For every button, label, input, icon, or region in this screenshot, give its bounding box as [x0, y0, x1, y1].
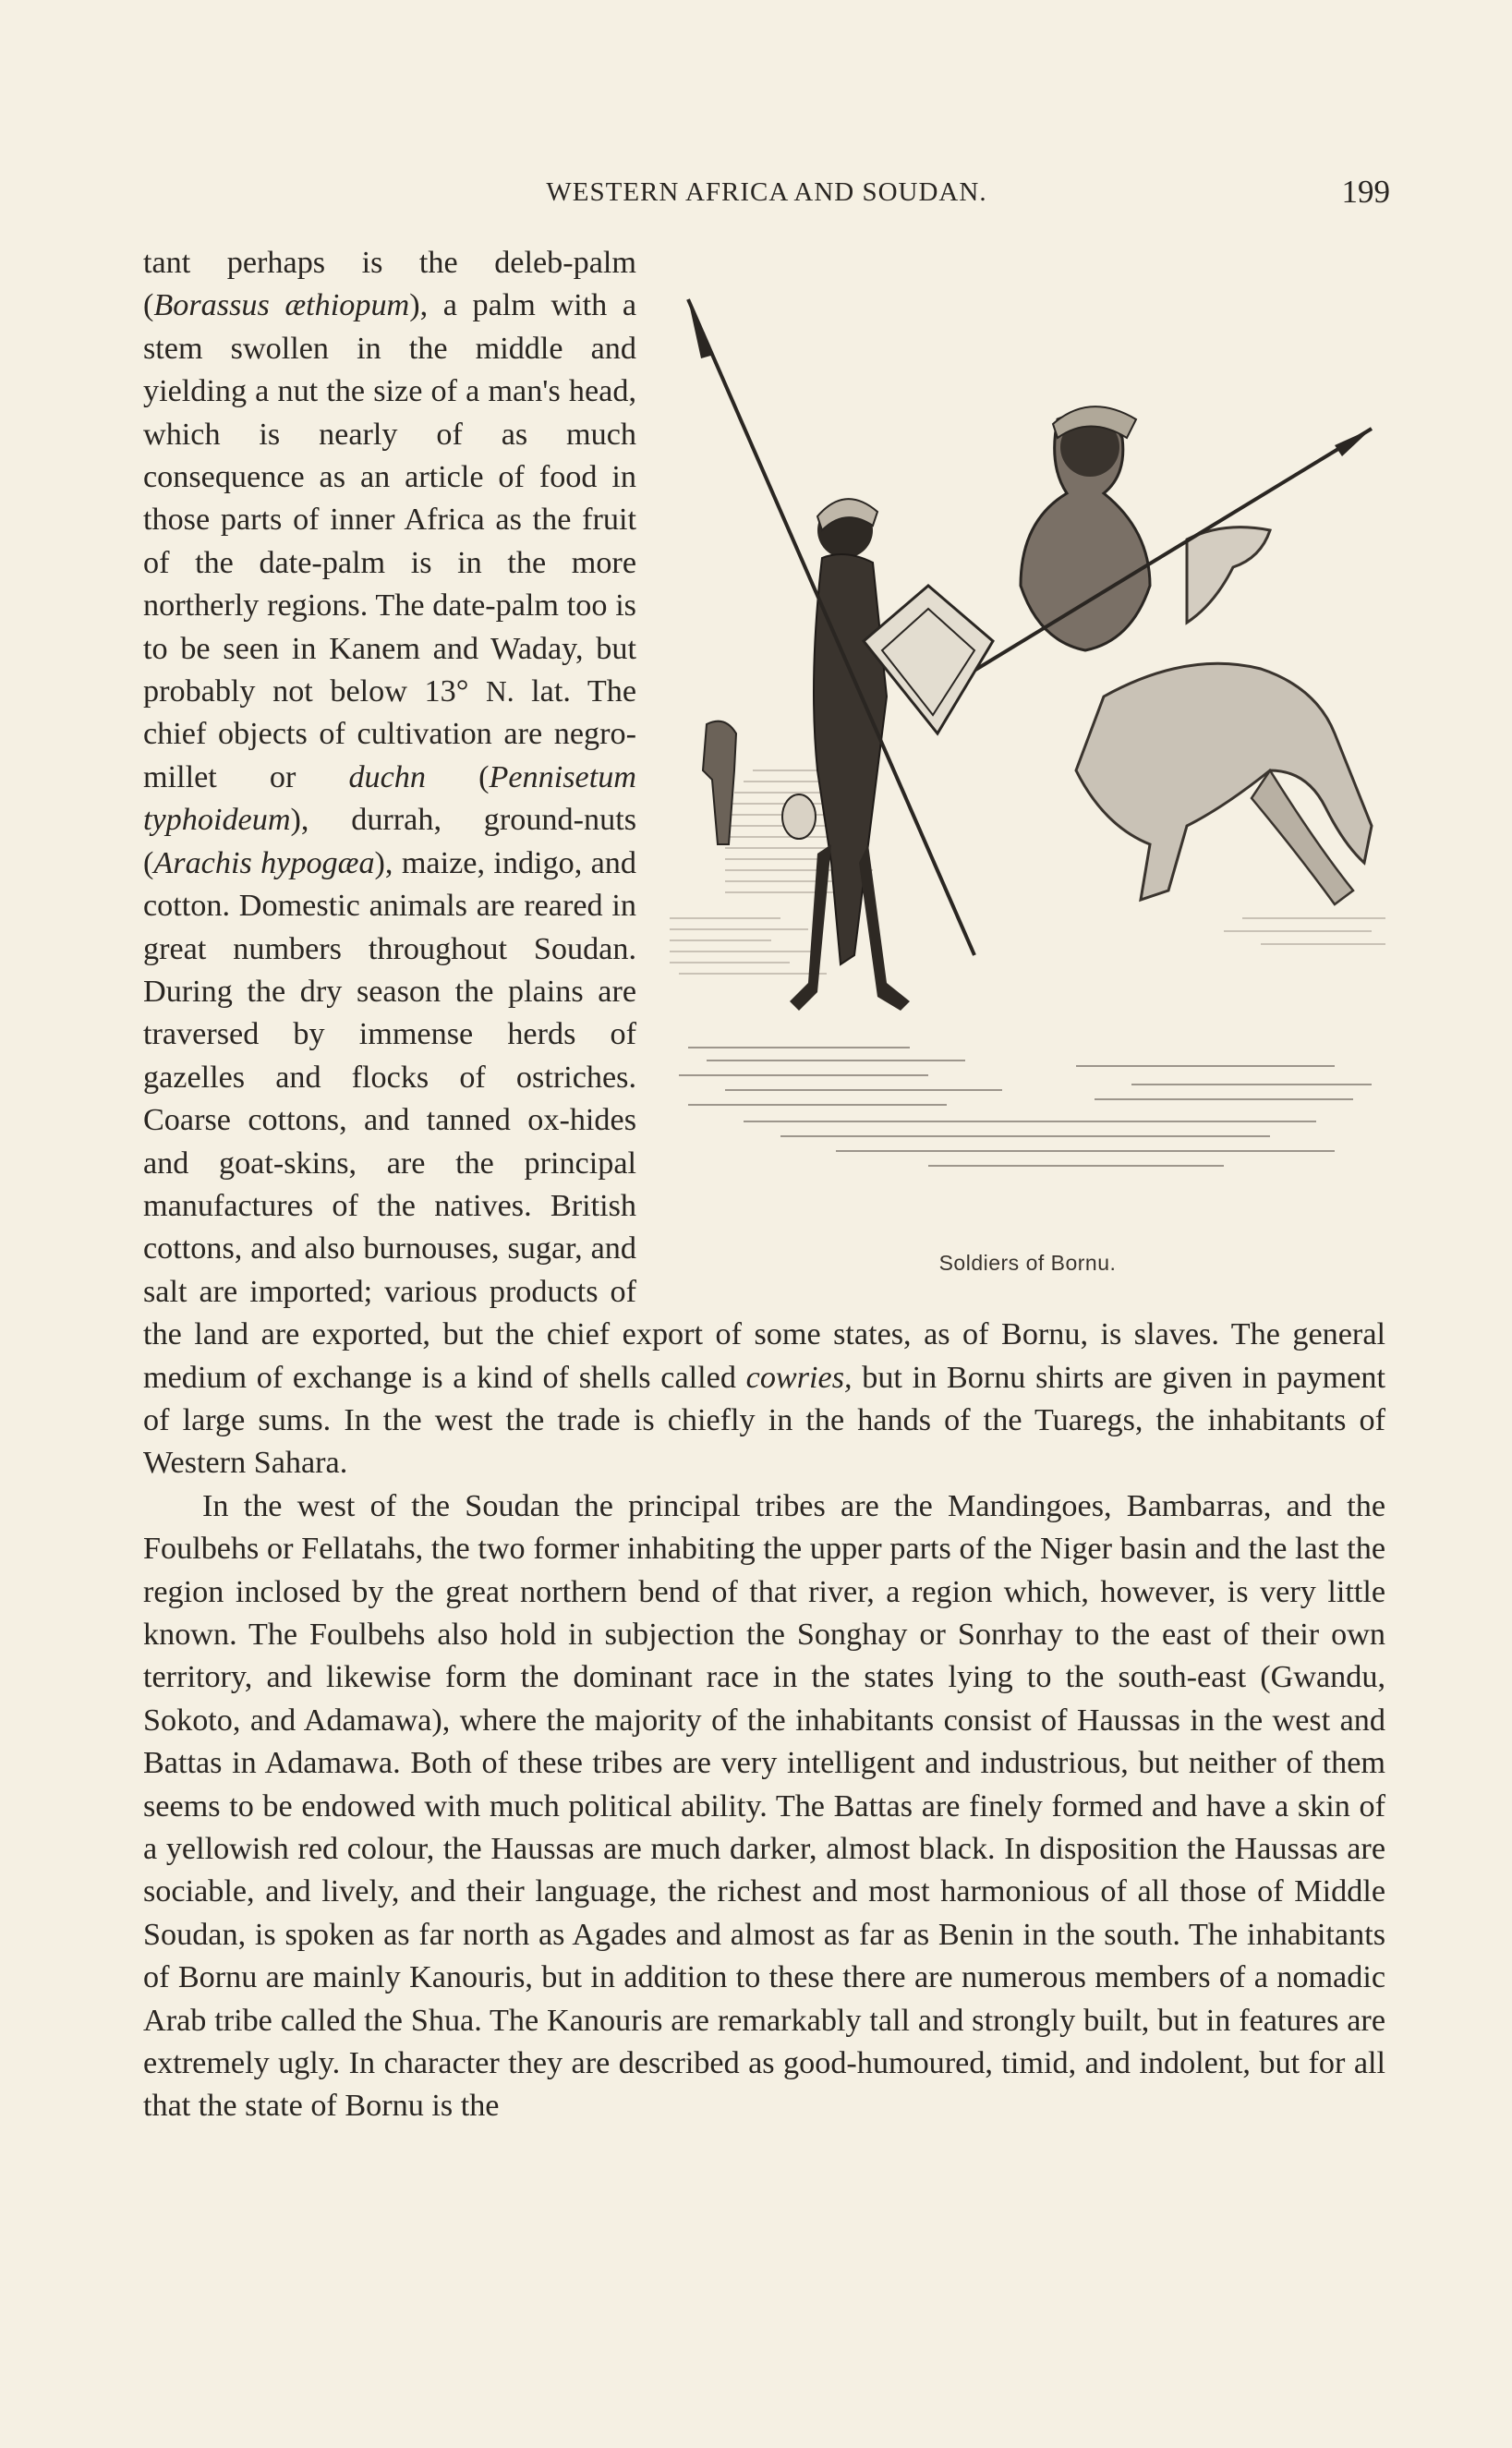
italic-run: Pennisetum typhoideum — [143, 759, 636, 838]
italic-run: Arachis hypogæa — [153, 845, 375, 880]
text-run: ), durrah, ground-nuts ( — [143, 803, 636, 880]
italic-run: cowries, — [745, 1360, 853, 1395]
paragraph-2: In the west of the Soudan the principal tribes are the Mandingoes, Bambarras, and the Foulbehs or Fellatahs, the two former inhabiting the upper parts of the Niger basin and the last the region inclosed by the great northern bend of that river, a region which, however, is very little known. The Foulbehs also hold in subjection the Songhay or Sonrhay to the east of their own territory, and likewise form the dominant race in the states lying to the south-east (Gwandu, Sokoto, and Adamawa), where the majority of the inhabitants consist of Haussas in the west and Battas in Adamawa. Both of these tribes are very intelligent and industrious, but neither of them seems to be endowed with much political ability. The Battas are finely formed and have a skin of a yellowish red colour, the Haussas are much darker, almost black. In disposition the Haussas are sociable, and lively, and their language, the richest and most harmonious of all those of Middle Soudan, is spoken as far north as Agades and almost as far as Benin in the south. The inhabitants of Bornu are mainly Kanouris, but in addition to these there are numerous members of a nomadic Arab tribe called the Shua. The Kanouris are remarkably tall and strongly built, but in features are extremely ugly. In character they are described as good-humoured, timid, and indolent, but for all that the state of Bornu is the — [143, 1488, 1385, 2124]
running-head — [143, 174, 1390, 218]
text-run: ), a palm with a stem swollen in the middle and yielding a nut the size of a man's head, which is nearly of as much consequence as an article of food in those parts of inner Africa as the fruit of the date-palm is in the more northerly regions. The date-palm too is to be seen in Kanem and Waday, but probably not below 13° — [143, 288, 637, 709]
figure-caption: Soldiers of Bornu. — [938, 1251, 1117, 1275]
text-run: tant perhaps is the deleb-palm ( — [143, 246, 636, 323]
italic-run: duchn — [348, 759, 426, 794]
text-run: but in Bornu shirts are given in payment of large sums. In the west the trade is chiefly in the hands of the Tuaregs, the inhabitants of Western Sahara. — [143, 1360, 1385, 1481]
italic-run: Borassus æthiopum — [153, 288, 410, 323]
engraving-illustration — [670, 253, 1385, 1232]
running-title: WESTERN AFRICA AND SOUDAN. — [546, 177, 987, 207]
body-text — [143, 242, 1385, 2128]
page-number: 199 — [1341, 174, 1390, 210]
text-run: lat. The chief objects of cultivation are negro-millet or — [143, 674, 636, 794]
text-run: ), maize, indigo, and cotton. Domestic animals are reared in great numbers throughout Soudan. During the dry season the plains are traversed by immense herds of gazelles and flocks of ostriches. Coarse cottons, and tanned ox-hides and goat-skins, are the principal manufactures of the natives. British cottons, and also burnouses, sugar, and salt are imported; various products of the land are exported, but the chief export of some states, as of Bornu, is slaves. The general medium of exchange is a kind of shells called — [143, 845, 1385, 1395]
small-caps-run: N. — [485, 675, 514, 709]
figure-soldiers-of-bornu — [670, 253, 1385, 1299]
text-run: ( — [426, 759, 490, 794]
